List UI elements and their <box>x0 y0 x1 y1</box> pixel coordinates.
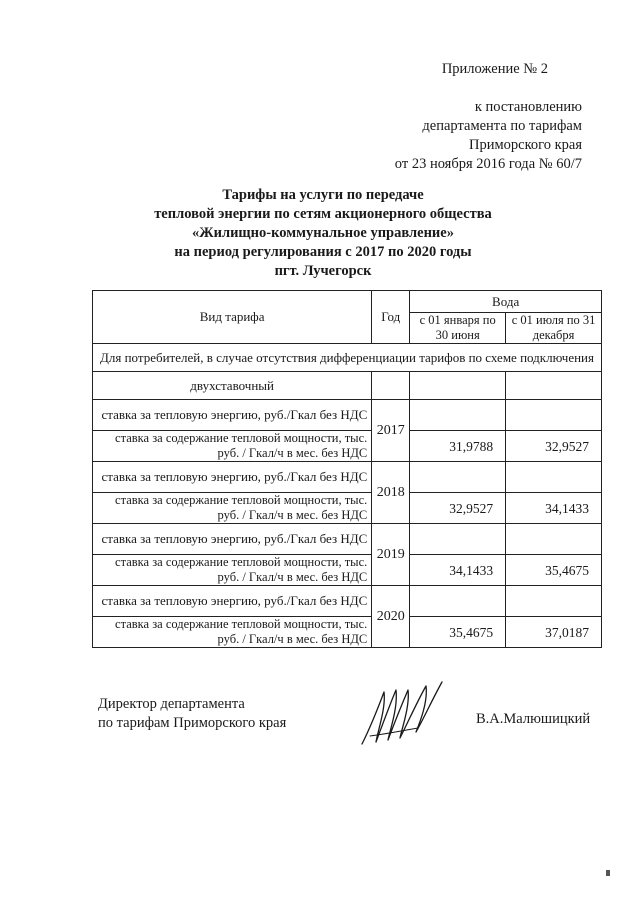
document-title <box>150 186 496 281</box>
empty-cell <box>506 400 602 431</box>
capacity-value-first-half: 31,9788 <box>410 431 506 462</box>
capacity-rate-label: ставка за содержание тепловой мощности, тыс. руб. / Гкал/ч в мес. без НДС <box>93 617 372 648</box>
resolution-line: к постановлению <box>474 99 582 115</box>
header-tariff-type: Вид тарифа <box>93 291 372 344</box>
table-row <box>93 524 602 555</box>
resolution-line: департамента по тарифам <box>422 118 582 134</box>
energy-rate-label: ставка за тепловую энергию, руб./Гкал без НДС <box>93 462 372 493</box>
capacity-rate-label: ставка за содержание тепловой мощности, тыс. руб. / Гкал/ч в мес. без НДС <box>93 431 372 462</box>
resolution-line: Приморского края <box>468 137 582 153</box>
table-row <box>93 493 602 524</box>
tariff-table <box>92 290 602 648</box>
capacity-value-second-half: 37,0187 <box>506 617 602 648</box>
energy-rate-label: ставка за тепловую энергию, руб./Гкал без НДС <box>93 524 372 555</box>
title-line: тепловой энергии по сетям акционерного общества <box>154 206 492 222</box>
empty-cell <box>410 586 506 617</box>
empty-cell <box>506 524 602 555</box>
capacity-value-second-half: 34,1433 <box>506 493 602 524</box>
capacity-value-first-half: 35,4675 <box>410 617 506 648</box>
header-year: Год <box>372 291 410 344</box>
empty-cell <box>410 524 506 555</box>
title-line: пгт. Лучегорск <box>274 263 372 279</box>
year-cell: 2019 <box>372 524 410 586</box>
table-row <box>93 555 602 586</box>
title-line: «Жилищно-коммунальное управление» <box>192 225 454 241</box>
title-line: на период регулирования с 2017 по 2020 годы <box>174 244 472 260</box>
appendix-label: Приложение № 2 <box>441 61 548 77</box>
empty-cell <box>372 372 410 400</box>
table-row <box>93 462 602 493</box>
resolution-line: от 23 ноября 2016 года № 60/7 <box>394 156 582 172</box>
table-row <box>93 400 602 431</box>
position-line: Директор департамента <box>98 696 245 712</box>
capacity-value-first-half: 32,9527 <box>410 493 506 524</box>
year-cell: 2017 <box>372 400 410 462</box>
capacity-rate-label: ставка за содержание тепловой мощности, тыс. руб. / Гкал/ч в мес. без НДС <box>93 555 372 586</box>
empty-cell <box>410 462 506 493</box>
signatory-position <box>98 695 286 733</box>
scan-artifact <box>606 870 610 876</box>
handwritten-signature <box>356 678 446 750</box>
empty-cell <box>506 462 602 493</box>
table-row <box>93 586 602 617</box>
signatory-name: В.А.Малюшицкий <box>476 711 591 727</box>
empty-cell <box>506 372 602 400</box>
table-row <box>93 431 602 462</box>
capacity-value-first-half: 34,1433 <box>410 555 506 586</box>
two-part-tariff-label: двухставочный <box>93 372 372 400</box>
capacity-value-second-half: 35,4675 <box>506 555 602 586</box>
table-row <box>93 617 602 648</box>
header-period-first-half: с 01 января по 30 июня <box>410 313 506 344</box>
empty-cell <box>410 400 506 431</box>
resolution-reference <box>395 98 582 174</box>
energy-rate-label: ставка за тепловую энергию, руб./Гкал без НДС <box>93 400 372 431</box>
header-period-second-half: с 01 июля по 31 декабря <box>506 313 602 344</box>
empty-cell <box>506 586 602 617</box>
capacity-value-second-half: 32,9527 <box>506 431 602 462</box>
header-water: Вода <box>410 291 602 313</box>
title-line: Тарифы на услуги по передаче <box>222 187 424 203</box>
year-cell: 2020 <box>372 586 410 648</box>
position-line: по тарифам Приморского края <box>98 715 287 731</box>
empty-cell <box>410 372 506 400</box>
consumer-group-label: Для потребителей, в случае отсутствия дифференциации тарифов по схеме подключения <box>93 344 602 372</box>
capacity-rate-label: ставка за содержание тепловой мощности, тыс. руб. / Гкал/ч в мес. без НДС <box>93 493 372 524</box>
year-cell: 2018 <box>372 462 410 524</box>
energy-rate-label: ставка за тепловую энергию, руб./Гкал без НДС <box>93 586 372 617</box>
